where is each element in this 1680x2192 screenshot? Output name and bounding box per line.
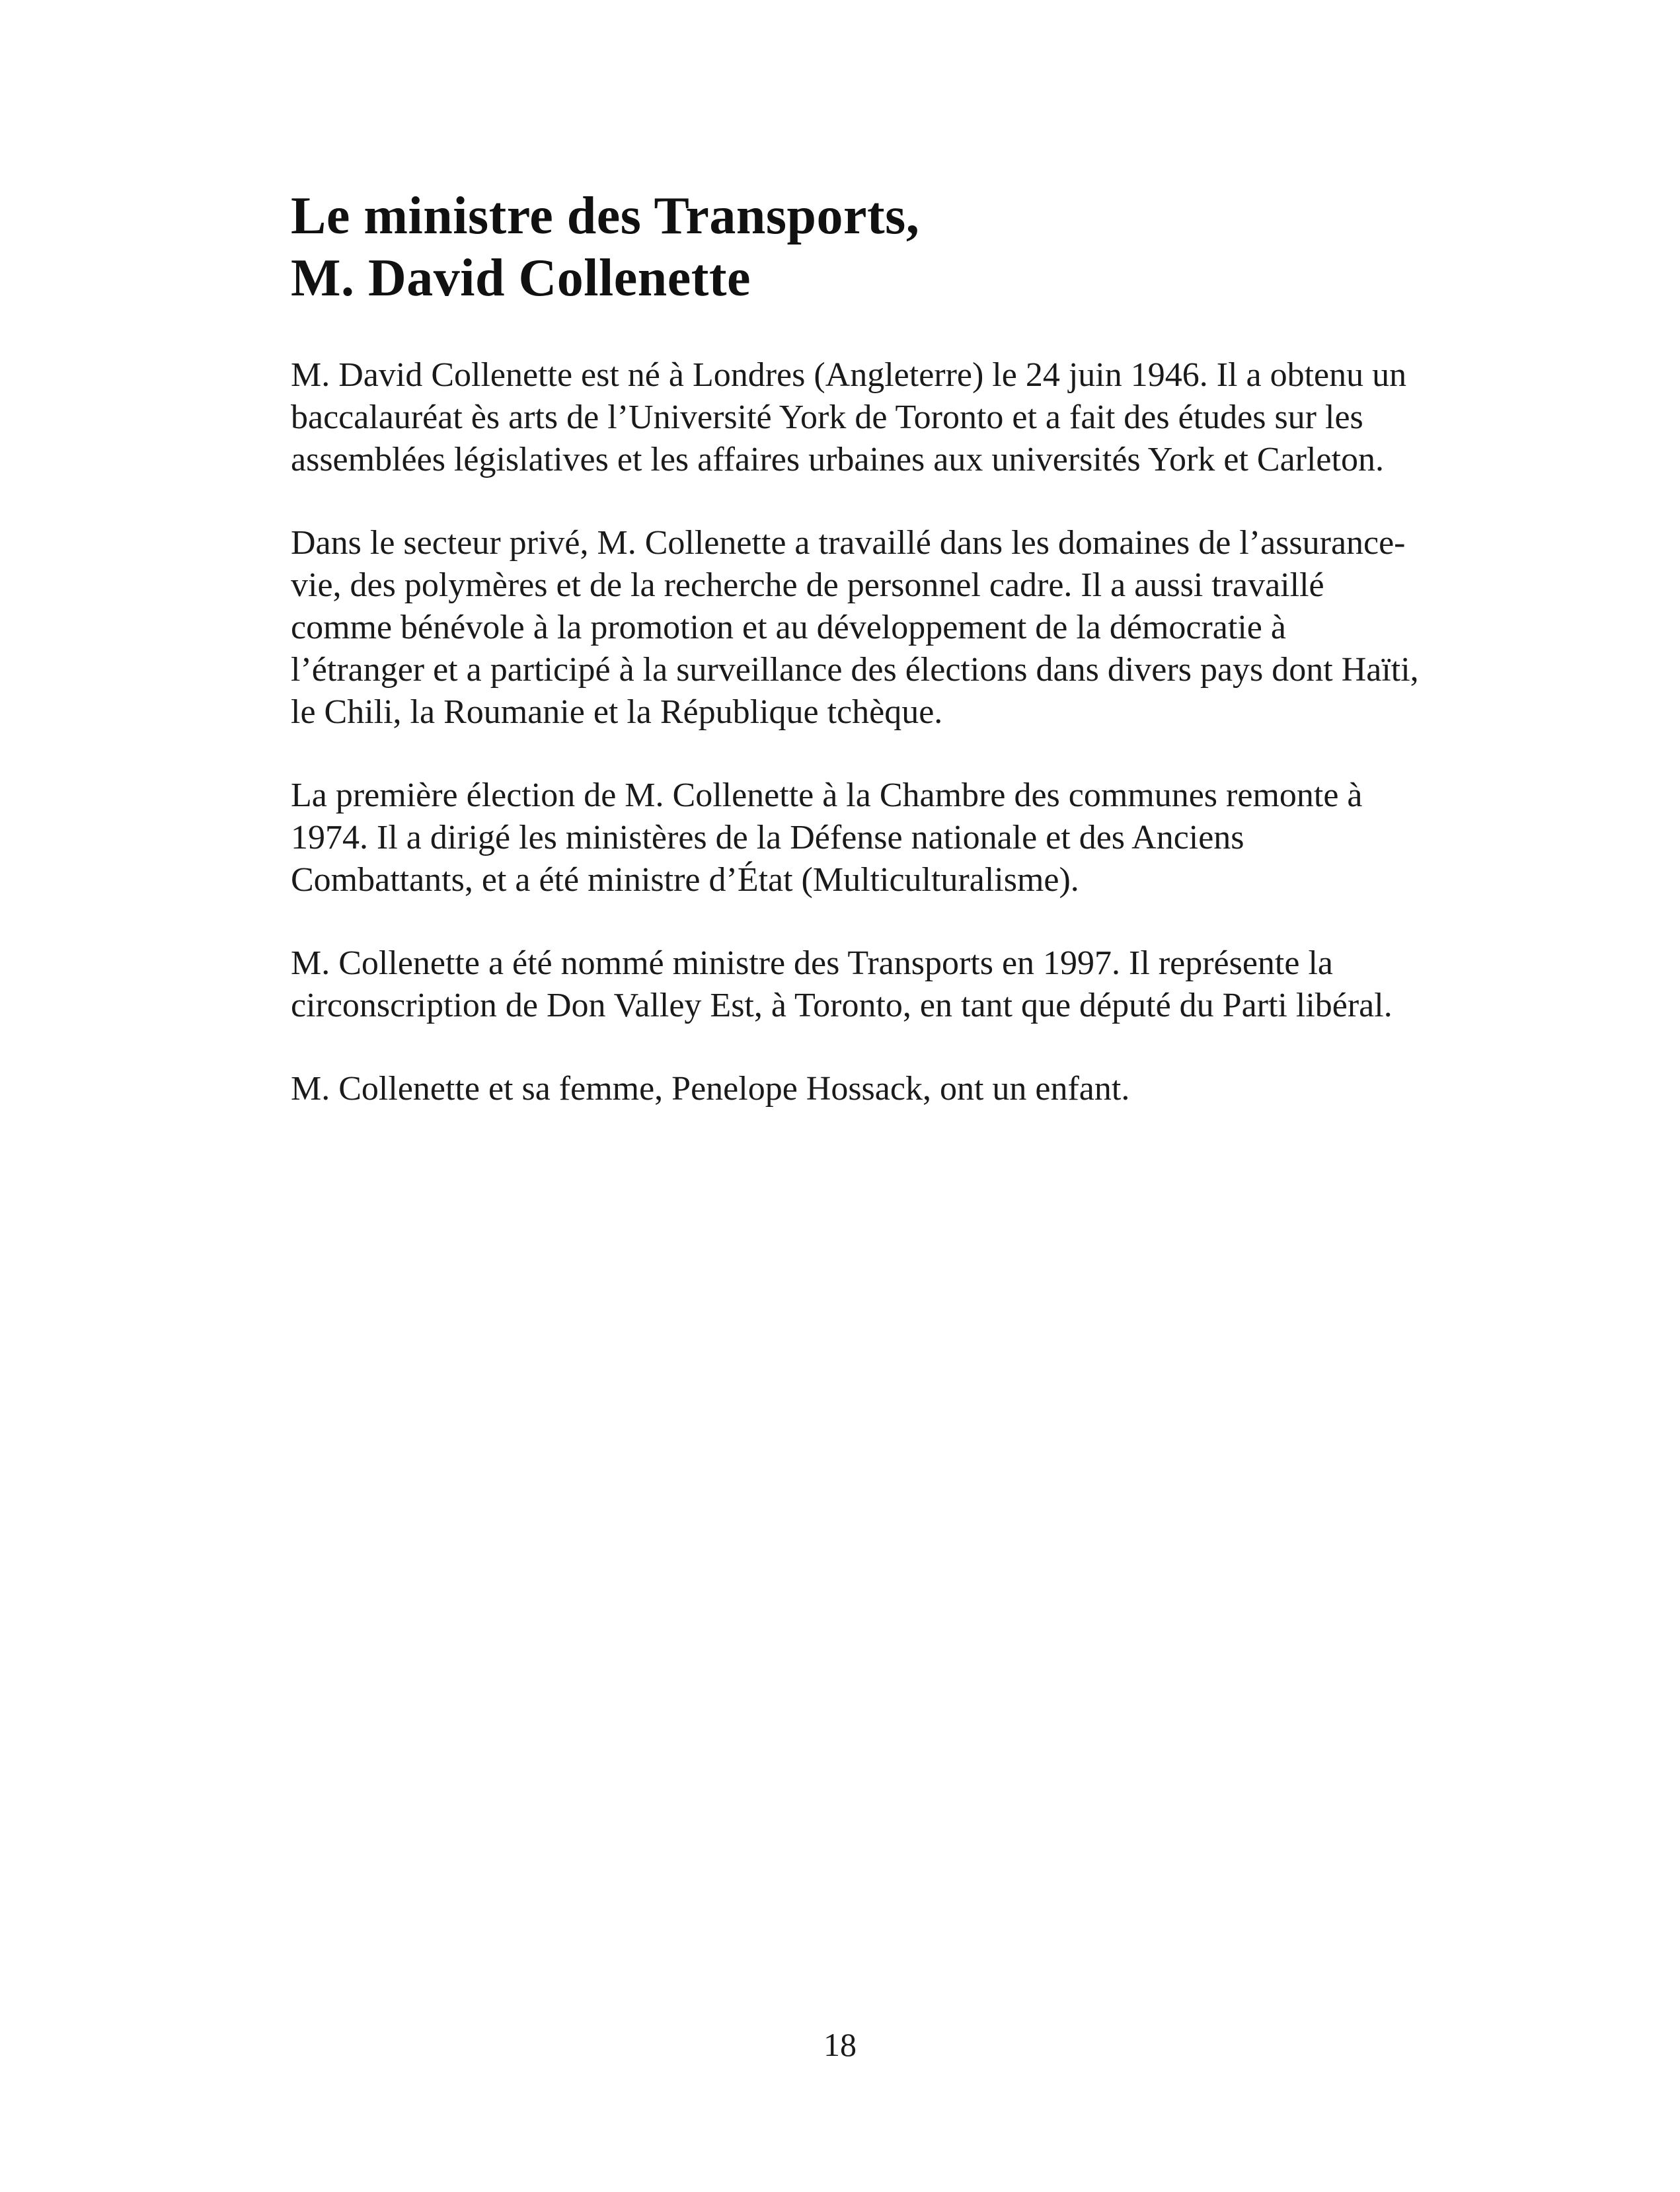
paragraph-transport-minister: [291, 942, 1454, 1027]
paragraph-line: Dans le secteur privé, M. Collenette a travaillé dans les domaines de l’assurance-: [291, 524, 1406, 562]
paragraph-line: M. Collenette et sa femme, Penelope Hossack, ont un enfant.: [291, 1070, 1130, 1108]
paragraph-line: comme bénévole à la promotion et au développement de la démocratie à: [291, 609, 1286, 646]
paragraph-line: M. Collenette a été nommé ministre des Transports en 1997. Il représente la: [291, 944, 1333, 982]
paragraph-line: circonscription de Don Valley Est, à Toronto, en tant que député du Parti libéral.: [291, 987, 1393, 1024]
title-line: M. David Collenette: [291, 249, 751, 307]
paragraph-line: 1974. Il a dirigé les ministères de la Défense nationale et des Anciens: [291, 819, 1244, 856]
paragraph-line: le Chili, la Roumanie et la République tchèque.: [291, 693, 943, 731]
page-title: [291, 185, 1454, 309]
paragraph-line: baccalauréat ès arts de l’Université York de Toronto et a fait des études sur les: [291, 398, 1363, 436]
paragraph-family: [291, 1068, 1454, 1110]
paragraph-line: La première élection de M. Collenette à la Chambre des communes remonte à: [291, 776, 1363, 814]
paragraph-private-sector: [291, 522, 1454, 734]
paragraph-line: M. David Collenette est né à Londres (Angleterre) le 24 juin 1946. Il a obtenu un: [291, 356, 1407, 394]
title-line: Le ministre des Transports,: [291, 187, 920, 245]
paragraph-birth-education: [291, 354, 1454, 481]
paragraph-line: vie, des polymères et de la recherche de personnel cadre. Il a aussi travaillé: [291, 566, 1324, 604]
page-number: 18: [823, 2026, 857, 2063]
document-body: [291, 354, 1454, 1110]
document-content: [291, 185, 1454, 1151]
paragraph-line: Combattants, et a été ministre d’État (Multiculturalisme).: [291, 861, 1079, 899]
paragraph-political-career: [291, 775, 1454, 901]
paragraph-line: l’étranger et a participé à la surveillance des élections dans divers pays dont Haïti,: [291, 651, 1419, 689]
paragraph-line: assemblées législatives et les affaires urbaines aux universités York et Carleton.: [291, 441, 1384, 478]
